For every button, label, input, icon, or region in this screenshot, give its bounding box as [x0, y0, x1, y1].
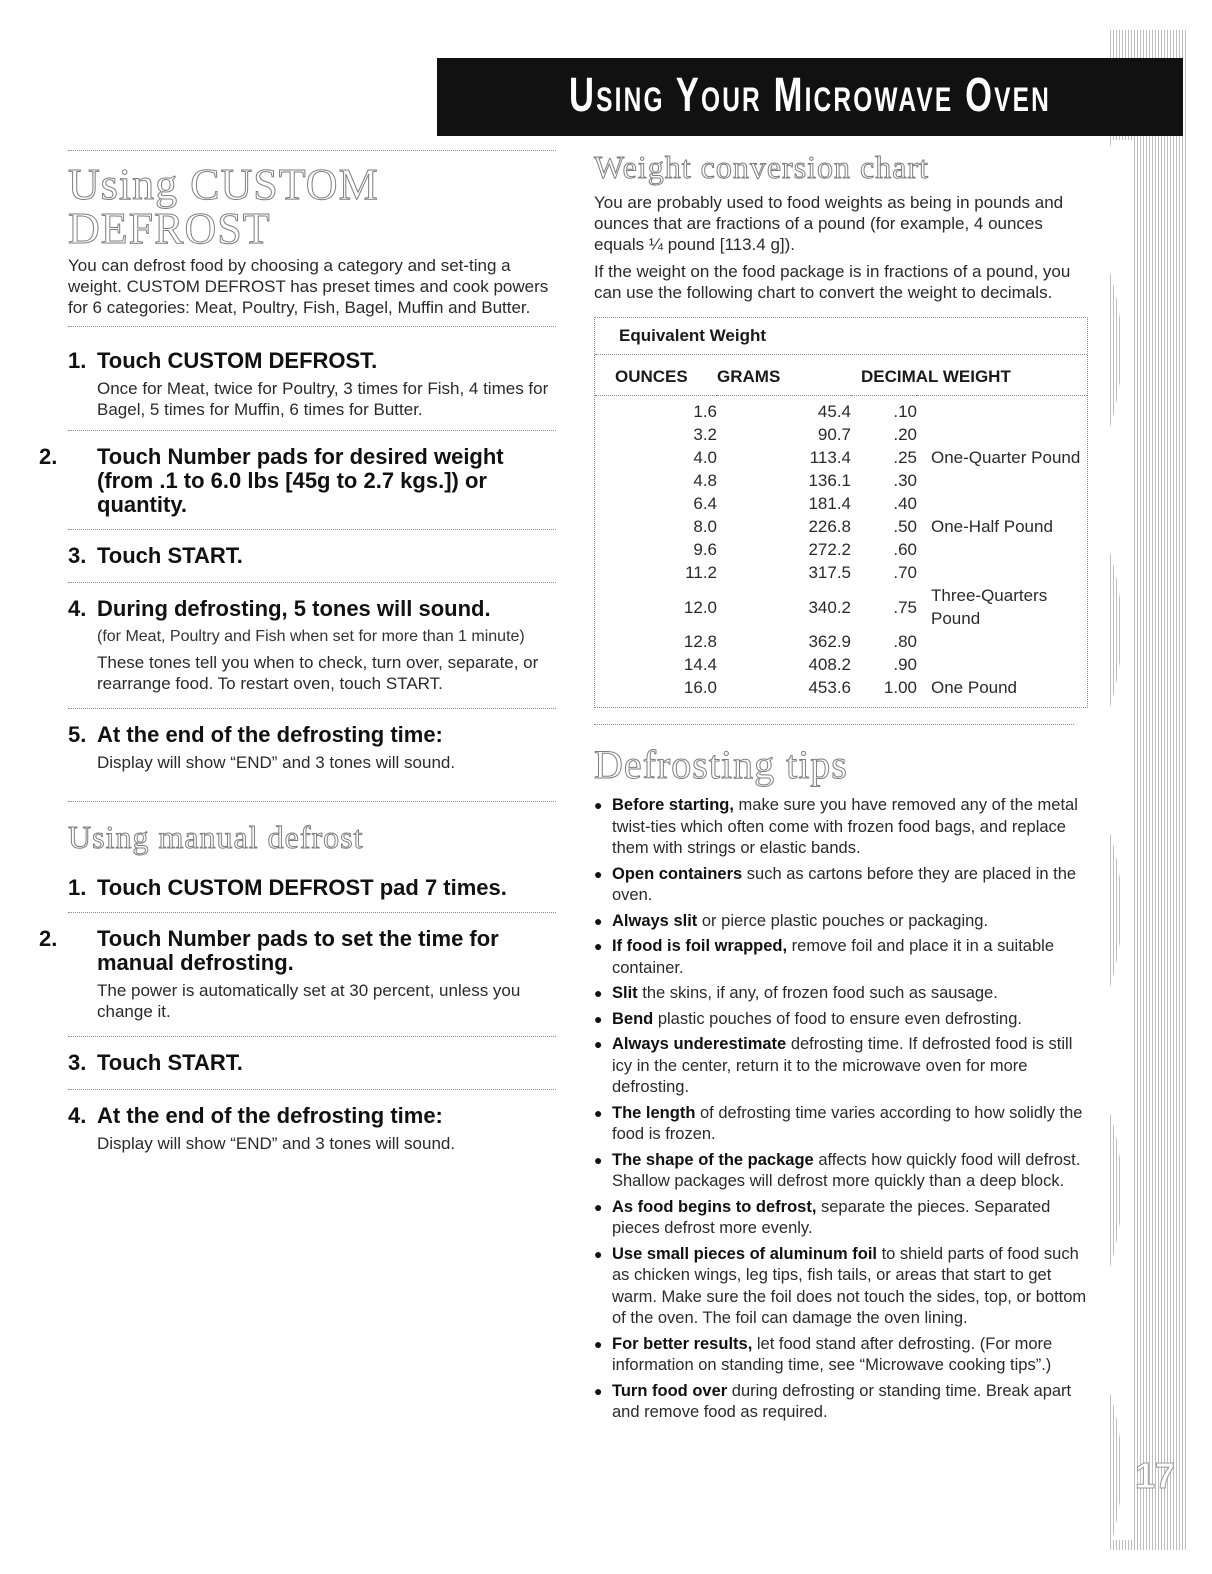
tip-item: [594, 1197, 1088, 1240]
manual-step-3: [68, 1051, 556, 1075]
tip-text: of defrosting time varies according to how solidly the food is frozen.: [612, 1103, 1083, 1143]
manual-step-1: [68, 876, 556, 900]
tip-item: [594, 1034, 1088, 1099]
cell-label: [917, 492, 1087, 515]
cell-label: One-Half Pound: [931, 517, 1053, 536]
table-row: [595, 538, 1087, 561]
table-row: [595, 446, 1087, 469]
tip-item: [594, 864, 1088, 907]
step-title: Touch START.: [97, 1050, 243, 1075]
bullet-icon: ●: [594, 1010, 603, 1027]
custom-step-1: [68, 349, 556, 420]
tip-item: [594, 1244, 1088, 1330]
tip-text: remove foil and place it in a suitable container.: [612, 937, 1054, 977]
tip-lead: Use small pieces of aluminum foil: [612, 1244, 877, 1263]
cell-label: [917, 561, 1087, 584]
cell-ounces: 16.0: [683, 678, 717, 697]
cell-decimal: .25: [893, 448, 917, 467]
tip-lead: Before starting,: [612, 796, 734, 814]
divider: [68, 1089, 556, 1090]
step-number: 2.: [39, 926, 58, 951]
table-row: [595, 653, 1087, 676]
cell-decimal: .90: [893, 655, 917, 674]
cell-grams: 226.8: [808, 517, 851, 536]
cell-decimal: .75: [893, 597, 917, 617]
divider: [594, 724, 1074, 725]
divider: [68, 1036, 556, 1037]
bullet-icon: ●: [594, 865, 603, 882]
bullet-icon: ●: [594, 1036, 603, 1052]
cell-label: [917, 423, 1087, 446]
cell-decimal: .80: [893, 632, 917, 651]
cell-ounces: 11.2: [685, 563, 717, 582]
tip-text: make sure you have removed any of the metal twist-ties which often come with frozen food bags, and replace them with strings or elastic bands.: [612, 796, 1078, 857]
step-title: At the end of the defrosting time:: [97, 722, 443, 747]
left-column: [39, 150, 556, 1154]
cell-decimal: .10: [893, 402, 917, 421]
column-header-ounces: OUNCES: [595, 355, 717, 396]
bullet-icon: ●: [594, 985, 603, 1001]
page-title: Using Your Microwave Oven: [569, 69, 1051, 122]
cell-ounces: 1.6: [693, 402, 717, 421]
step-number: 5.: [68, 722, 87, 747]
page-header-banner: [437, 58, 1183, 136]
step-title: Touch Number pads to set the time for manual defrosting.: [97, 926, 499, 975]
tip-lead: Turn food over: [612, 1381, 728, 1400]
tip-lead: Open containers: [612, 864, 743, 883]
custom-defrost-heading: Using CUSTOM DEFROST: [68, 160, 379, 253]
tip-lead: The shape of the package: [612, 1150, 814, 1169]
tip-lead: Bend: [612, 1009, 654, 1028]
cell-decimal: .40: [893, 494, 917, 513]
divider: [68, 582, 556, 583]
step-number: 1.: [68, 875, 87, 900]
step-note: (for Meat, Poultry and Fish when set for more than 1 minute): [97, 628, 525, 645]
tip-text: let food stand after defrosting. (For more information on standing time, see “Microwave cooking tips”.): [612, 1334, 1053, 1374]
tip-lead: If food is foil wrapped,: [612, 937, 788, 955]
step-description: Display will show “END” and 3 tones will sound.: [97, 1134, 456, 1153]
cell-decimal: .30: [893, 471, 917, 490]
table-row: [595, 561, 1087, 584]
tip-item: [594, 795, 1088, 860]
divider: [68, 150, 556, 151]
cell-label: [917, 630, 1087, 653]
table-row: [595, 515, 1087, 538]
weight-chart-intro-2: If the weight on the food package is in fractions of a pound, you can use the following chart to convert the weight to decimals.: [594, 262, 1071, 302]
bullet-icon: ●: [594, 1104, 603, 1121]
tip-text: to shield parts of food such as chicken wings, leg tips, fish tails, or areas that start to get warm. Make sure the foil does not touch the sides, top, or bottom of the oven. The foil can damage the oven lining.: [612, 1244, 1087, 1327]
right-column: [594, 150, 1088, 1428]
divider: [68, 430, 556, 431]
tip-item: [594, 1150, 1088, 1193]
cell-ounces: 12.8: [683, 632, 717, 651]
bullet-icon: ●: [594, 1335, 603, 1352]
tip-item: [594, 1334, 1088, 1377]
cell-label: [917, 538, 1087, 561]
step-title: At the end of the defrosting time:: [97, 1103, 443, 1128]
cell-label: [917, 469, 1087, 492]
cell-ounces: 3.2: [693, 425, 717, 444]
custom-step-5: [68, 723, 556, 773]
cell-grams: 45.4: [817, 402, 851, 421]
cell-ounces: 8.0: [693, 517, 717, 536]
defrosting-tips-list: [594, 795, 1088, 1424]
cell-grams: 340.2: [808, 597, 851, 617]
custom-step-3: [68, 544, 556, 568]
divider: [68, 529, 556, 530]
cell-grams: 181.4: [808, 494, 851, 513]
step-title: Touch START.: [97, 543, 243, 568]
tip-text: such as cartons before they are placed in the oven.: [612, 864, 1077, 904]
step-number: 4.: [68, 1103, 87, 1128]
step-title: Touch Number pads for desired weight (from .1 to 6.0 lbs [45g to 2.7 kgs.]) or quantity.: [97, 444, 504, 517]
cell-grams: 136.1: [808, 471, 851, 490]
tip-item: [594, 1381, 1088, 1424]
cell-label: Three-Quarters Pound: [931, 586, 1048, 628]
step-title: During defrosting, 5 tones will sound.: [97, 596, 491, 621]
step-description: The power is automatically set at 30 percent, unless you change it.: [97, 981, 521, 1021]
cell-decimal: 1.00: [883, 678, 917, 697]
manual-defrost-heading: Using manual defrost: [68, 819, 364, 855]
cell-ounces: 4.0: [693, 448, 717, 467]
step-number: 1.: [68, 348, 87, 373]
weight-chart-heading: Weight conversion chart: [594, 149, 929, 185]
step-title: Touch CUSTOM DEFROST.: [97, 348, 378, 373]
custom-step-2: [39, 444, 556, 517]
table-row: [595, 630, 1087, 653]
tip-lead: Slit: [612, 984, 638, 1002]
step-number: 3.: [68, 543, 87, 568]
cell-grams: 453.6: [808, 678, 851, 697]
column-header-decimal: DECIMAL WEIGHT: [851, 355, 1087, 396]
cell-ounces: 14.4: [683, 655, 717, 674]
cell-grams: 362.9: [808, 632, 851, 651]
step-number: 4.: [68, 596, 87, 621]
cell-ounces: 12.0: [683, 597, 717, 617]
tip-text: affects how quickly food will defrost. Shallow packages will defrost more quickly than a deep block.: [612, 1150, 1081, 1190]
tip-item: [594, 911, 1088, 933]
bullet-icon: ●: [594, 1198, 603, 1215]
manual-step-2: [39, 926, 556, 1022]
divider: [68, 326, 556, 327]
tip-item: [594, 936, 1088, 979]
weight-chart-intro: You are probably used to food weights as being in pounds and ounces that are fractions of a pound (for example, 4 ounces equals ¼ pound [113.4 g]).: [594, 193, 1064, 254]
table-row: [595, 676, 1087, 699]
divider: [68, 708, 556, 709]
table-row: [595, 584, 1087, 630]
tip-item: [594, 1103, 1088, 1146]
step-description: These tones tell you when to check, turn over, separate, or rearrange food. To restart oven, touch START.: [97, 653, 539, 693]
cell-label: [917, 396, 1087, 424]
cell-grams: 317.5: [808, 563, 851, 582]
tip-text: separate the pieces. Separated pieces defrost more evenly.: [612, 1197, 1051, 1237]
tip-lead: Always slit: [612, 911, 698, 930]
cell-ounces: 4.8: [693, 471, 717, 490]
table-caption: Equivalent Weight: [595, 318, 1087, 355]
divider: [68, 912, 556, 913]
cell-ounces: 6.4: [693, 494, 717, 513]
bullet-icon: ●: [594, 912, 603, 929]
table-row: [595, 469, 1087, 492]
bullet-icon: ●: [594, 1382, 603, 1399]
tip-lead: Always underestimate: [612, 1035, 787, 1053]
tip-item: [594, 983, 1088, 1005]
defrosting-tips-heading: Defrosting tips: [594, 742, 848, 787]
step-title: Touch CUSTOM DEFROST pad 7 times.: [97, 875, 507, 900]
cell-decimal: .50: [893, 517, 917, 536]
bullet-icon: ●: [594, 1245, 603, 1262]
step-number: 3.: [68, 1050, 87, 1075]
tip-item: [594, 1009, 1088, 1031]
table-row: [595, 396, 1087, 424]
cell-decimal: .60: [893, 540, 917, 559]
step-description: Display will show “END” and 3 tones will sound.: [97, 753, 456, 772]
tip-lead: For better results,: [612, 1334, 753, 1353]
cell-grams: 408.2: [808, 655, 851, 674]
cell-grams: 90.7: [817, 425, 851, 444]
step-description: Once for Meat, twice for Poultry, 3 times for Fish, 4 times for Bagel, 5 times for Muffin, 6 times for Butter.: [97, 379, 549, 419]
decorative-wave-edge: [1082, 140, 1132, 1540]
bullet-icon: ●: [594, 797, 603, 813]
cell-label: One Pound: [931, 678, 1018, 697]
tip-text: plastic pouches of food to ensure even defrosting.: [653, 1009, 1022, 1028]
tip-text: or pierce plastic pouches or packaging.: [697, 911, 989, 930]
custom-defrost-intro: You can defrost food by choosing a category and set-ting a weight. CUSTOM DEFROST has preset times and cook powers for 6 categories: Meat, Poultry, Fish, Bagel, Muffin and Butter.: [68, 256, 549, 317]
cell-label: One-Quarter Pound: [931, 448, 1081, 467]
cell-grams: 113.4: [809, 448, 851, 467]
cell-decimal: .20: [893, 425, 917, 444]
page-number: 17: [1134, 1455, 1176, 1496]
divider: [68, 801, 556, 802]
cell-decimal: .70: [893, 563, 917, 582]
bullet-icon: ●: [594, 938, 603, 954]
cell-ounces: 9.6: [693, 540, 717, 559]
conversion-table: [595, 355, 1087, 699]
custom-step-4: [68, 597, 556, 694]
cell-grams: 272.2: [808, 540, 851, 559]
tip-lead: The length: [612, 1103, 696, 1122]
cell-label: [917, 653, 1087, 676]
bullet-icon: ●: [594, 1151, 603, 1168]
column-header-grams: GRAMS: [717, 355, 851, 396]
table-row: [595, 423, 1087, 446]
step-number: 2.: [39, 444, 58, 469]
tip-lead: As food begins to defrost,: [612, 1197, 817, 1216]
table-row: [595, 492, 1087, 515]
weight-conversion-table: [594, 317, 1088, 708]
tip-text: defrosting time. If defrosted food is still icy in the center, return it to the microwave oven for more defrosting.: [612, 1035, 1073, 1096]
manual-step-4: [68, 1104, 556, 1154]
tip-text: during defrosting or standing time. Break apart and remove food as required.: [612, 1381, 1072, 1421]
tip-text: the skins, if any, of frozen food such as sausage.: [637, 984, 998, 1002]
